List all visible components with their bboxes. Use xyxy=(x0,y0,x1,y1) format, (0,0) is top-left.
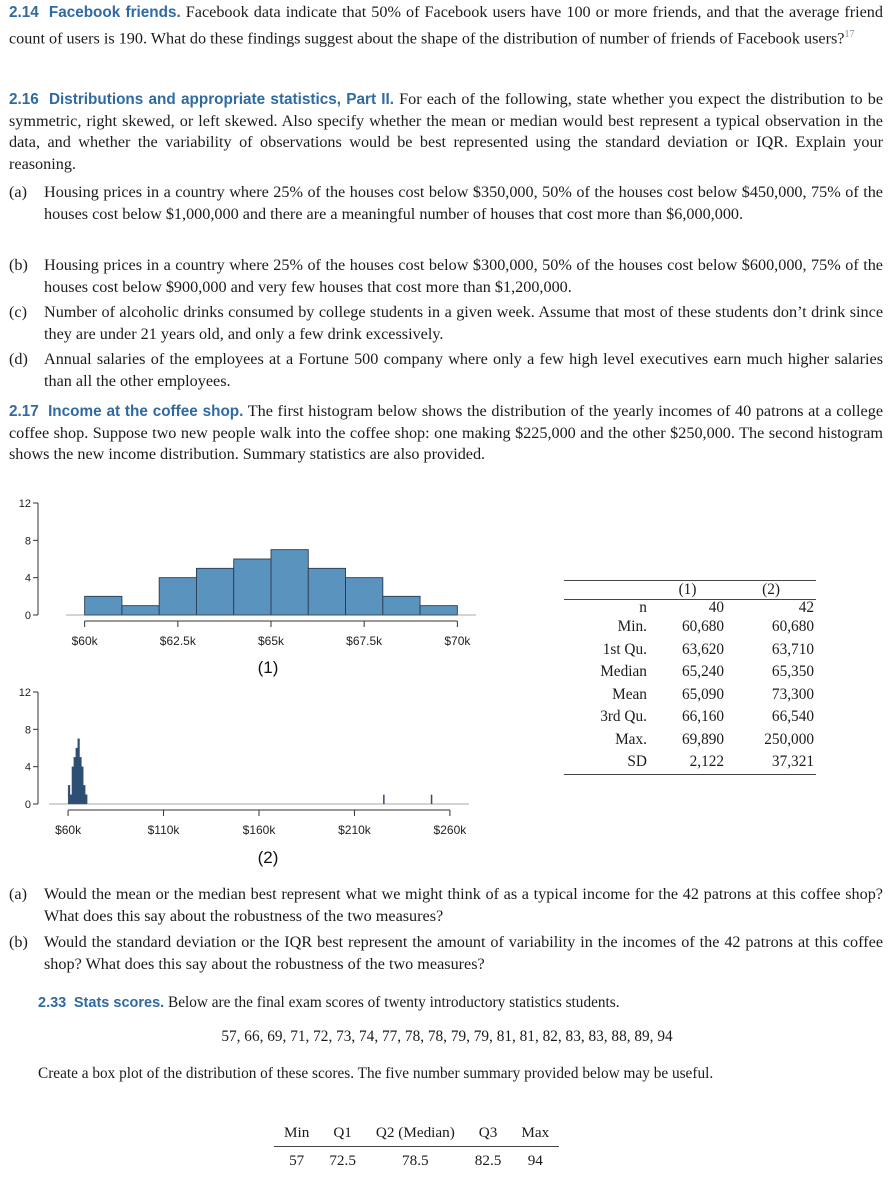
table-cell: 78.5 xyxy=(402,1152,429,1170)
table-cell: 60,680 xyxy=(771,618,814,635)
histogram-bar xyxy=(68,785,70,804)
table-cell: 250,000 xyxy=(764,730,814,748)
x-tick-label: $60k xyxy=(71,634,98,648)
x-tick-label: $260k xyxy=(433,823,467,837)
histogram-bar xyxy=(72,767,74,804)
x-tick-label: $67.5k xyxy=(346,634,383,648)
scores-list: 57, 66, 69, 71, 72, 73, 74, 77, 78, 78, 79, 79, 81, 81, 82, 83, 83, 88, 89, 94 xyxy=(221,1028,673,1045)
item-text: Would the mean or the median best represent what we might think of as a typical income for the 42 patrons at this coffee shop? What does this say about the robustness of the two measures? xyxy=(44,885,883,925)
list-item xyxy=(9,349,883,392)
y-tick-label: 0 xyxy=(24,799,31,811)
table-cell: 94 xyxy=(527,1152,543,1170)
exercise-number: 2.17 xyxy=(9,403,39,420)
list-item xyxy=(9,302,883,345)
chart-title: (2) xyxy=(257,848,279,867)
five-number-summary xyxy=(274,1120,559,1176)
table-header-cell: Max xyxy=(521,1123,550,1141)
exercise-text: The first histogram below shows the distribution of the yearly incomes of 40 patrons at a college coffee shop. Suppose two new people walk into the coffee shop: one making $225,000 and the other $250,000. The second histogram shows the new income distribution. Summary statistics are also provided. xyxy=(9,402,884,464)
histogram-bar xyxy=(70,795,72,804)
row-label: 1st Qu. xyxy=(602,640,647,658)
y-tick-label: 12 xyxy=(18,687,31,699)
exercise-number: 2.16 xyxy=(9,91,39,108)
table-row xyxy=(564,684,816,707)
table-header-cell: Q1 xyxy=(333,1123,352,1141)
table-row xyxy=(564,639,816,662)
table-cell: 65,350 xyxy=(771,663,814,680)
item-text: Housing prices in a country where 25% of the houses cost below $300,000, 50% of the houses cost below $600,000, 75% of the houses cost below $900,000 and very few houses that cost more than $1,200,000. xyxy=(44,256,883,296)
table-cell: 60,680 xyxy=(681,618,725,635)
item-label: (a) xyxy=(9,183,27,201)
histogram-bar xyxy=(80,757,82,804)
x-tick-label: $60k xyxy=(55,823,82,837)
table-cell: 57 xyxy=(289,1152,305,1170)
table-header-cell: Min xyxy=(284,1123,310,1141)
histogram-bar xyxy=(122,606,159,615)
table-cell: 72.5 xyxy=(329,1152,356,1170)
exercise-text: Facebook data indicate that 50% of Facebook users have 100 or more friends, and that the average friend count of users is 190. What do these findings suggest about the shape of the distribution of number of friends of Facebook users? xyxy=(9,3,883,48)
table-row xyxy=(564,661,816,684)
table-row xyxy=(564,729,816,752)
histogram-bar xyxy=(234,559,271,615)
list-item xyxy=(9,182,883,225)
table-cell: 65,240 xyxy=(681,663,725,680)
histogram-1 xyxy=(0,490,520,690)
histogram-bar xyxy=(85,795,87,804)
exercise-text: Create a box plot of the distribution of these scores. The five number summary provided below may be useful. xyxy=(38,1065,714,1082)
histogram-bar xyxy=(383,596,420,615)
table-cell: 2,122 xyxy=(689,753,725,770)
item-text: Annual salaries of the employees at a Fortune 500 company where only a few high level executives earn much higher salaries than all the other employees. xyxy=(44,350,883,390)
table-cell: 37,321 xyxy=(771,753,814,770)
exercise-2-17 xyxy=(9,401,883,466)
exercise-number: 2.33 xyxy=(38,995,67,1011)
row-label: SD xyxy=(627,753,647,770)
exercise-title: Income at the coffee shop. xyxy=(48,403,244,420)
row-label: Median xyxy=(600,663,647,680)
histogram-bar xyxy=(431,795,433,804)
histogram-bar xyxy=(78,739,80,804)
table-row xyxy=(564,600,816,617)
exercise-title: Stats scores. xyxy=(73,995,165,1011)
table-header-cell xyxy=(564,581,649,600)
histogram-bar xyxy=(420,606,457,615)
summary-statistics-table xyxy=(564,580,816,775)
exercise-text: Below are the final exam scores of twenty introductory statistics students. xyxy=(168,994,620,1011)
y-tick-label: 8 xyxy=(24,535,31,548)
table-header-cell: (2) xyxy=(762,581,780,598)
row-label: Mean xyxy=(612,685,647,703)
row-label: Min. xyxy=(617,618,647,635)
exercise-2-14 xyxy=(9,2,883,50)
x-tick-label: $65k xyxy=(257,634,285,648)
table-cell: 66,160 xyxy=(681,708,725,725)
y-tick-label: 4 xyxy=(24,761,31,774)
histogram-bar xyxy=(346,578,383,615)
table-cell: 82.5 xyxy=(474,1152,502,1170)
list-item xyxy=(9,884,883,927)
row-label: Max. xyxy=(615,730,647,748)
histogram-bar xyxy=(74,757,76,804)
table-header-cell: Q2 (Median) xyxy=(375,1123,455,1141)
histogram-bar xyxy=(308,568,345,615)
item-text: Number of alcoholic drinks consumed by college students in a given week. Assume that most of these students don’t drink since they are under 21 years old, and only a few drink excessively. xyxy=(44,303,883,343)
item-label: (d) xyxy=(9,350,28,368)
histogram-bar xyxy=(85,596,122,615)
x-tick-label: $110k xyxy=(147,823,180,837)
item-label: (b) xyxy=(9,933,28,951)
histogram-bar xyxy=(196,568,233,615)
table-header-cell: (1) xyxy=(678,581,697,598)
x-tick-label: $62.5k xyxy=(159,634,196,648)
histogram-bar xyxy=(81,767,83,804)
histogram-bar xyxy=(76,748,78,804)
table-cell: 63,620 xyxy=(681,640,725,658)
table-cell: 66,540 xyxy=(771,708,814,725)
x-tick-label: $160k xyxy=(242,823,276,837)
chart-title: (1) xyxy=(257,658,279,677)
item-label: (b) xyxy=(9,256,28,274)
histogram-2 xyxy=(0,685,520,880)
exercise-title: Facebook friends. xyxy=(48,4,181,21)
table-cell: 65,090 xyxy=(681,685,725,703)
row-label: n xyxy=(639,599,647,616)
exercise-number: 2.14 xyxy=(9,4,39,21)
exercise-2-33 xyxy=(38,992,848,1015)
table-row xyxy=(564,751,816,774)
row-label: 3rd Qu. xyxy=(600,708,647,725)
y-tick-label: 8 xyxy=(24,724,31,737)
table-cell: 63,710 xyxy=(771,640,814,658)
table-cell: 42 xyxy=(798,599,814,616)
table-row xyxy=(564,616,816,639)
table-cell: 69,890 xyxy=(681,730,725,748)
histogram-bar xyxy=(383,795,385,804)
histogram-bar xyxy=(271,550,308,615)
item-label: (a) xyxy=(9,885,27,903)
x-tick-label: $70k xyxy=(444,634,471,648)
exercise-2-16 xyxy=(9,89,883,176)
table-header-cell: Q3 xyxy=(478,1123,498,1141)
histogram-bar xyxy=(159,578,196,615)
histogram-bar xyxy=(83,785,85,804)
list-item xyxy=(9,255,883,298)
item-text: Would the standard deviation or the IQR best represent the amount of variability in the incomes of the 42 patrons at this coffee shop? What does this say about the robustness of the two measures? xyxy=(44,933,883,973)
y-tick-label: 0 xyxy=(24,610,31,622)
y-tick-label: 4 xyxy=(24,572,31,585)
table-cell: 40 xyxy=(708,599,725,616)
table-cell: 73,300 xyxy=(771,685,814,703)
list-item xyxy=(9,932,883,975)
y-tick-label: 12 xyxy=(18,498,31,510)
x-tick-label: $210k xyxy=(338,823,371,837)
exercise-text: For each of the following, state whether you expect the distribution to be symmetric, right skewed, or left skewed. Also specify whether the mean or median would best represent a typical observation in the data, and whether the variability of observations would be best represented using the standard deviation or IQR. Explain your reasoning. xyxy=(9,90,884,174)
item-label: (c) xyxy=(9,303,27,321)
table-header-row xyxy=(564,581,816,600)
footnote-marker: 17 xyxy=(844,28,855,40)
item-text: Housing prices in a country where 25% of the houses cost below $350,000, 50% of the houses cost below $450,000, 75% of the houses cost below $1,000,000 and there are a meaningful number of houses that cost more than $6,000,000. xyxy=(44,183,883,223)
exercise-title: Distributions and appropriate statistics, Part II. xyxy=(48,91,395,108)
table-row xyxy=(564,706,816,729)
